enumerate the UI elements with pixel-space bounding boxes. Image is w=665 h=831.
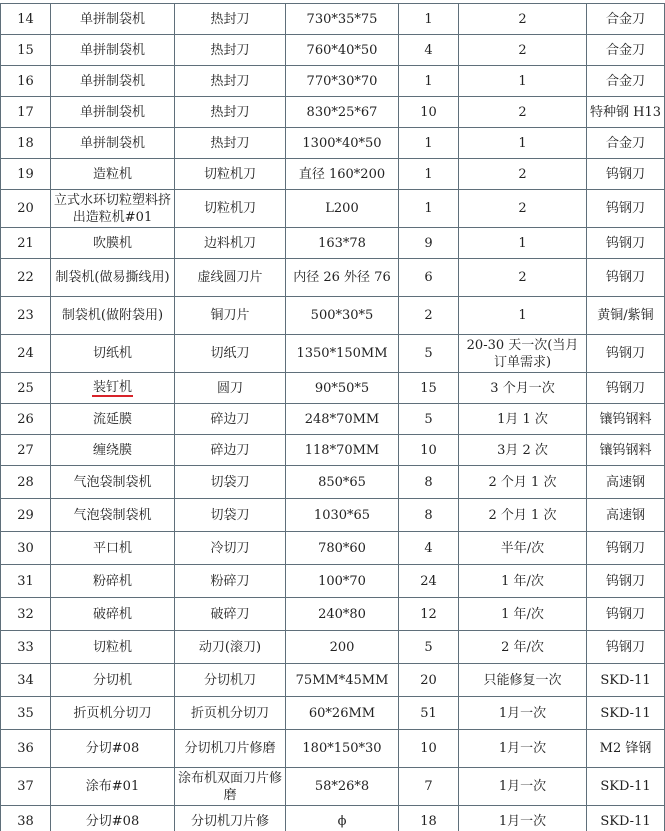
quantity: 5 [399,631,459,664]
row-number: 29 [1,499,51,532]
machine-name: 粉碎机 [51,565,175,598]
replace-frequency: 2 个月 1 次 [459,499,587,532]
blade-spec: 248*70MM [286,404,399,435]
table-row [1,128,665,159]
replace-frequency: 20-30 天一次(当月订单需求) [459,335,587,373]
quantity: 10 [399,730,459,768]
quantity: 18 [399,806,459,831]
replace-frequency: 1月一次 [459,730,587,768]
blade-type: 涂布机双面刀片修磨 [175,768,286,806]
quantity: 8 [399,466,459,499]
machine-name: 切粒机 [51,631,175,664]
quantity: 12 [399,598,459,631]
machine-name: 涂布#01 [51,768,175,806]
blade-spec: 直径 160*200 [286,159,399,190]
blade-type: 切粒机刀 [175,190,286,228]
table-row [1,806,665,831]
row-number: 33 [1,631,51,664]
blade-type: 热封刀 [175,97,286,128]
quantity: 10 [399,435,459,466]
replace-frequency: 2 [459,97,587,128]
replace-frequency: 2 个月 1 次 [459,466,587,499]
blade-spec: 1300*40*50 [286,128,399,159]
quantity: 10 [399,97,459,128]
row-number: 23 [1,297,51,335]
blade-material: SKD-11 [587,664,665,697]
blade-table [0,3,665,831]
blade-material: 高速钢 [587,466,665,499]
blade-type: 热封刀 [175,4,286,35]
quantity: 1 [399,159,459,190]
blade-material: 钨钢刀 [587,631,665,664]
table-row [1,466,665,499]
quantity: 15 [399,373,459,404]
row-number: 35 [1,697,51,730]
machine-name [51,373,175,404]
quantity: 1 [399,128,459,159]
blade-spec: 1350*150MM [286,335,399,373]
blade-spec: 500*30*5 [286,297,399,335]
quantity: 6 [399,259,459,297]
blade-spec: 60*26MM [286,697,399,730]
blade-spec: 118*70MM [286,435,399,466]
machine-name: 折页机分切刀 [51,697,175,730]
blade-spec: 240*80 [286,598,399,631]
table-row [1,159,665,190]
machine-name: 单拼制袋机 [51,66,175,97]
table-row [1,631,665,664]
machine-name: 流延膜 [51,404,175,435]
machine-name: 气泡袋制袋机 [51,499,175,532]
table-row [1,499,665,532]
row-number: 30 [1,532,51,565]
blade-spec: ϕ [286,806,399,831]
blade-spec: L200 [286,190,399,228]
replace-frequency: 3 个月一次 [459,373,587,404]
machine-name: 切纸机 [51,335,175,373]
replace-frequency: 1月一次 [459,697,587,730]
blade-material: 钨钢刀 [587,259,665,297]
table-row [1,259,665,297]
blade-material: 高速钢 [587,499,665,532]
blade-spec: 1030*65 [286,499,399,532]
table-row [1,297,665,335]
table-row [1,404,665,435]
machine-name: 造粒机 [51,159,175,190]
blade-material: 钨钢刀 [587,228,665,259]
row-number: 19 [1,159,51,190]
row-number: 32 [1,598,51,631]
table-row [1,768,665,806]
replace-frequency: 1 年/次 [459,598,587,631]
quantity: 4 [399,532,459,565]
replace-frequency: 2 [459,259,587,297]
blade-material: M2 锋钢 [587,730,665,768]
blade-spec: 100*70 [286,565,399,598]
replace-frequency: 1 [459,66,587,97]
machine-name: 单拼制袋机 [51,128,175,159]
blade-material: SKD-11 [587,697,665,730]
blade-material: 镶钨钢料 [587,404,665,435]
blade-type: 虚线圆刀片 [175,259,286,297]
quantity: 1 [399,4,459,35]
blade-spec: 90*50*5 [286,373,399,404]
table-row [1,4,665,35]
replace-frequency: 1月一次 [459,768,587,806]
machine-name: 单拼制袋机 [51,97,175,128]
blade-type: 分切机刀 [175,664,286,697]
blade-spec: 830*25*67 [286,97,399,128]
machine-name: 缠绕膜 [51,435,175,466]
table-row [1,532,665,565]
machine-name: 吹膜机 [51,228,175,259]
blade-type: 动刀(滚刀) [175,631,286,664]
quantity: 20 [399,664,459,697]
quantity: 7 [399,768,459,806]
replace-frequency: 3月 2 次 [459,435,587,466]
row-number: 20 [1,190,51,228]
blade-type: 折页机分切刀 [175,697,286,730]
blade-spec: 163*78 [286,228,399,259]
blade-material: SKD-11 [587,768,665,806]
machine-name: 气泡袋制袋机 [51,466,175,499]
table-row [1,66,665,97]
machine-name: 立式水环切粒塑料挤出造粒机#01 [51,190,175,228]
row-number: 28 [1,466,51,499]
machine-name: 分切机 [51,664,175,697]
blade-type: 分切机刀片修 [175,806,286,831]
machine-name: 分切#08 [51,730,175,768]
replace-frequency: 半年/次 [459,532,587,565]
blade-type: 切纸刀 [175,335,286,373]
replace-frequency: 1月一次 [459,806,587,831]
blade-material: SKD-11 [587,806,665,831]
row-number: 24 [1,335,51,373]
quantity: 51 [399,697,459,730]
row-number: 37 [1,768,51,806]
quantity: 24 [399,565,459,598]
row-number: 27 [1,435,51,466]
table-row [1,697,665,730]
blade-material: 合金刀 [587,66,665,97]
blade-type: 切袋刀 [175,466,286,499]
blade-spec: 760*40*50 [286,35,399,66]
machine-name: 分切#08 [51,806,175,831]
blade-type: 热封刀 [175,66,286,97]
row-number: 18 [1,128,51,159]
row-number: 21 [1,228,51,259]
quantity: 4 [399,35,459,66]
blade-type: 铜刀片 [175,297,286,335]
blade-spec: 770*30*70 [286,66,399,97]
row-number: 16 [1,66,51,97]
blade-spec: 180*150*30 [286,730,399,768]
blade-type: 边料机刀 [175,228,286,259]
blade-spec: 200 [286,631,399,664]
replace-frequency: 1 [459,228,587,259]
blade-spec: 75MM*45MM [286,664,399,697]
replace-frequency: 2 [459,190,587,228]
machine-name: 单拼制袋机 [51,35,175,66]
machine-name: 制袋机(做附袋用) [51,297,175,335]
blade-material: 合金刀 [587,4,665,35]
blade-material: 合金刀 [587,128,665,159]
table-row [1,598,665,631]
replace-frequency: 2 [459,159,587,190]
blade-type: 冷切刀 [175,532,286,565]
blade-material: 钨钢刀 [587,532,665,565]
replace-frequency: 2 年/次 [459,631,587,664]
table-row [1,730,665,768]
quantity: 2 [399,297,459,335]
replace-frequency: 2 [459,35,587,66]
blade-type: 分切机刀片修磨 [175,730,286,768]
blade-spec: 730*35*75 [286,4,399,35]
replace-frequency: 2 [459,4,587,35]
quantity: 1 [399,66,459,97]
blade-spec: 850*65 [286,466,399,499]
blade-spec: 58*26*8 [286,768,399,806]
row-number: 25 [1,373,51,404]
blade-material: 钨钢刀 [587,190,665,228]
row-number: 14 [1,4,51,35]
blade-type: 碎边刀 [175,435,286,466]
replace-frequency: 1 [459,128,587,159]
row-number: 22 [1,259,51,297]
replace-frequency: 只能修复一次 [459,664,587,697]
blade-material: 钨钢刀 [587,598,665,631]
table-row [1,97,665,128]
row-number: 38 [1,806,51,831]
row-number: 31 [1,565,51,598]
blade-type: 圆刀 [175,373,286,404]
blade-spec: 780*60 [286,532,399,565]
replace-frequency: 1月 1 次 [459,404,587,435]
table-row [1,373,665,404]
table-row [1,190,665,228]
blade-spec: 内径 26 外径 76 [286,259,399,297]
row-number: 34 [1,664,51,697]
blade-type: 碎边刀 [175,404,286,435]
blade-type: 切粒机刀 [175,159,286,190]
replace-frequency: 1 [459,297,587,335]
table-row [1,228,665,259]
row-number: 15 [1,35,51,66]
quantity: 8 [399,499,459,532]
row-number: 17 [1,97,51,128]
blade-type: 热封刀 [175,128,286,159]
table-row [1,664,665,697]
table-row [1,35,665,66]
blade-material: 钨钢刀 [587,373,665,404]
machine-name: 单拼制袋机 [51,4,175,35]
quantity: 9 [399,228,459,259]
table-body [1,4,665,831]
blade-material: 黄铜/紫铜 [587,297,665,335]
table-row [1,335,665,373]
quantity: 5 [399,404,459,435]
blade-material: 合金刀 [587,35,665,66]
table-row [1,565,665,598]
blade-material: 钨钢刀 [587,159,665,190]
blade-material: 特种钢 H13 [587,97,665,128]
table-row [1,435,665,466]
row-number: 36 [1,730,51,768]
machine-name: 破碎机 [51,598,175,631]
blade-type: 热封刀 [175,35,286,66]
blade-material: 钨钢刀 [587,565,665,598]
quantity: 5 [399,335,459,373]
blade-type: 粉碎刀 [175,565,286,598]
blade-type: 切袋刀 [175,499,286,532]
machine-name: 平口机 [51,532,175,565]
annotated-machine-name: 装钉机 [92,380,132,395]
blade-type: 破碎刀 [175,598,286,631]
blade-material: 钨钢刀 [587,335,665,373]
machine-name: 制袋机(做易撕线用) [51,259,175,297]
quantity: 1 [399,190,459,228]
blade-material: 镶钨钢料 [587,435,665,466]
replace-frequency: 1 年/次 [459,565,587,598]
row-number: 26 [1,404,51,435]
